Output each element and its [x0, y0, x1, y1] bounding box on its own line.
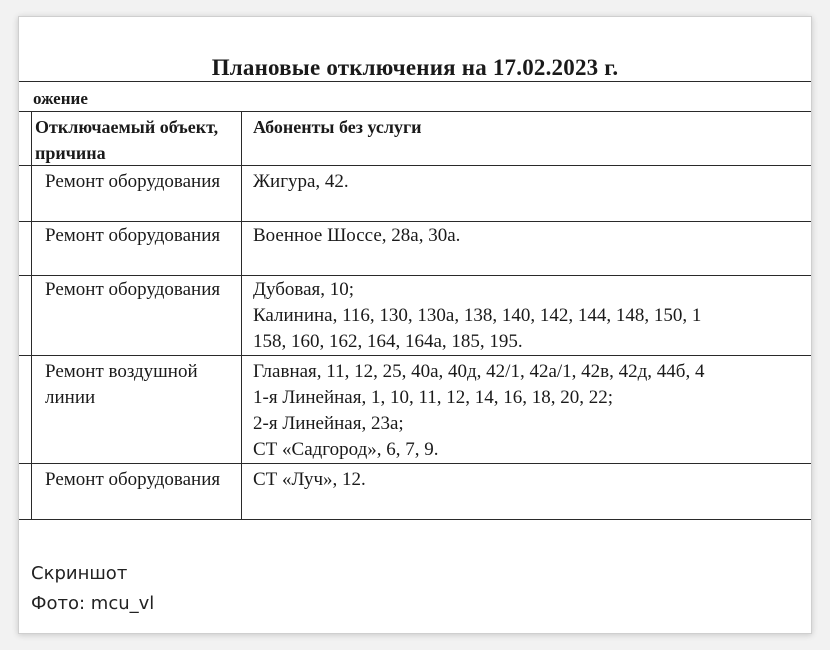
- row3-subscribers-line2: Калинина, 116, 130, 130а, 138, 140, 142, 144, 148, 150, 1: [253, 305, 702, 326]
- table-bottom-rule: [19, 519, 811, 520]
- row2-reason: Ремонт оборудования: [45, 225, 221, 246]
- row3-subscribers-line1: Дубовая, 10;: [253, 279, 355, 300]
- header-subscribers: Абоненты без услуги: [253, 117, 422, 137]
- left-border: [31, 111, 32, 519]
- column-divider: [241, 111, 242, 519]
- row1-reason: Ремонт оборудования: [45, 171, 221, 192]
- caption-photo-credit: Фото: mcu_vl: [31, 593, 155, 614]
- row4-subscribers-line4: СТ «Садгород», 6, 7, 9.: [253, 439, 439, 460]
- document-frame: [18, 16, 812, 634]
- row4-bottom-rule: [19, 463, 811, 464]
- header-object-reason: Отключаемый объект, причина: [35, 117, 219, 163]
- page-title: Плановые отключения на 17.02.2023 г.: [211, 55, 619, 80]
- row2-bottom-rule: [19, 275, 811, 276]
- caption-screenshot: Скриншот: [31, 563, 128, 584]
- row4-reason: Ремонт воздушной линии: [45, 361, 198, 408]
- clipped-column-header: ожение: [33, 89, 88, 108]
- title-rule: [19, 81, 811, 82]
- row4-subscribers-line1: Главная, 11, 12, 25, 40а, 40д, 42/1, 42а/1, 42в, 42д, 44б, 4: [253, 361, 705, 382]
- row4-subscribers-line2: 1-я Линейная, 1, 10, 11, 12, 14, 16, 18, 20, 22;: [253, 387, 614, 408]
- row1-subscribers-line1: Жигура, 42.: [253, 171, 349, 192]
- row4-subscribers-line3: 2-я Линейная, 23а;: [253, 413, 404, 434]
- row5-reason: Ремонт оборудования: [45, 469, 221, 490]
- row5-subscribers-line1: СТ «Луч», 12.: [253, 469, 366, 490]
- row1-bottom-rule: [19, 221, 811, 222]
- row3-bottom-rule: [19, 355, 811, 356]
- table-top-rule: [19, 111, 811, 112]
- row2-subscribers-line1: Военное Шоссе, 28а, 30а.: [253, 225, 461, 246]
- row3-reason: Ремонт оборудования: [45, 279, 221, 300]
- row3-subscribers-line3: 158, 160, 162, 164, 164а, 185, 195.: [253, 331, 523, 352]
